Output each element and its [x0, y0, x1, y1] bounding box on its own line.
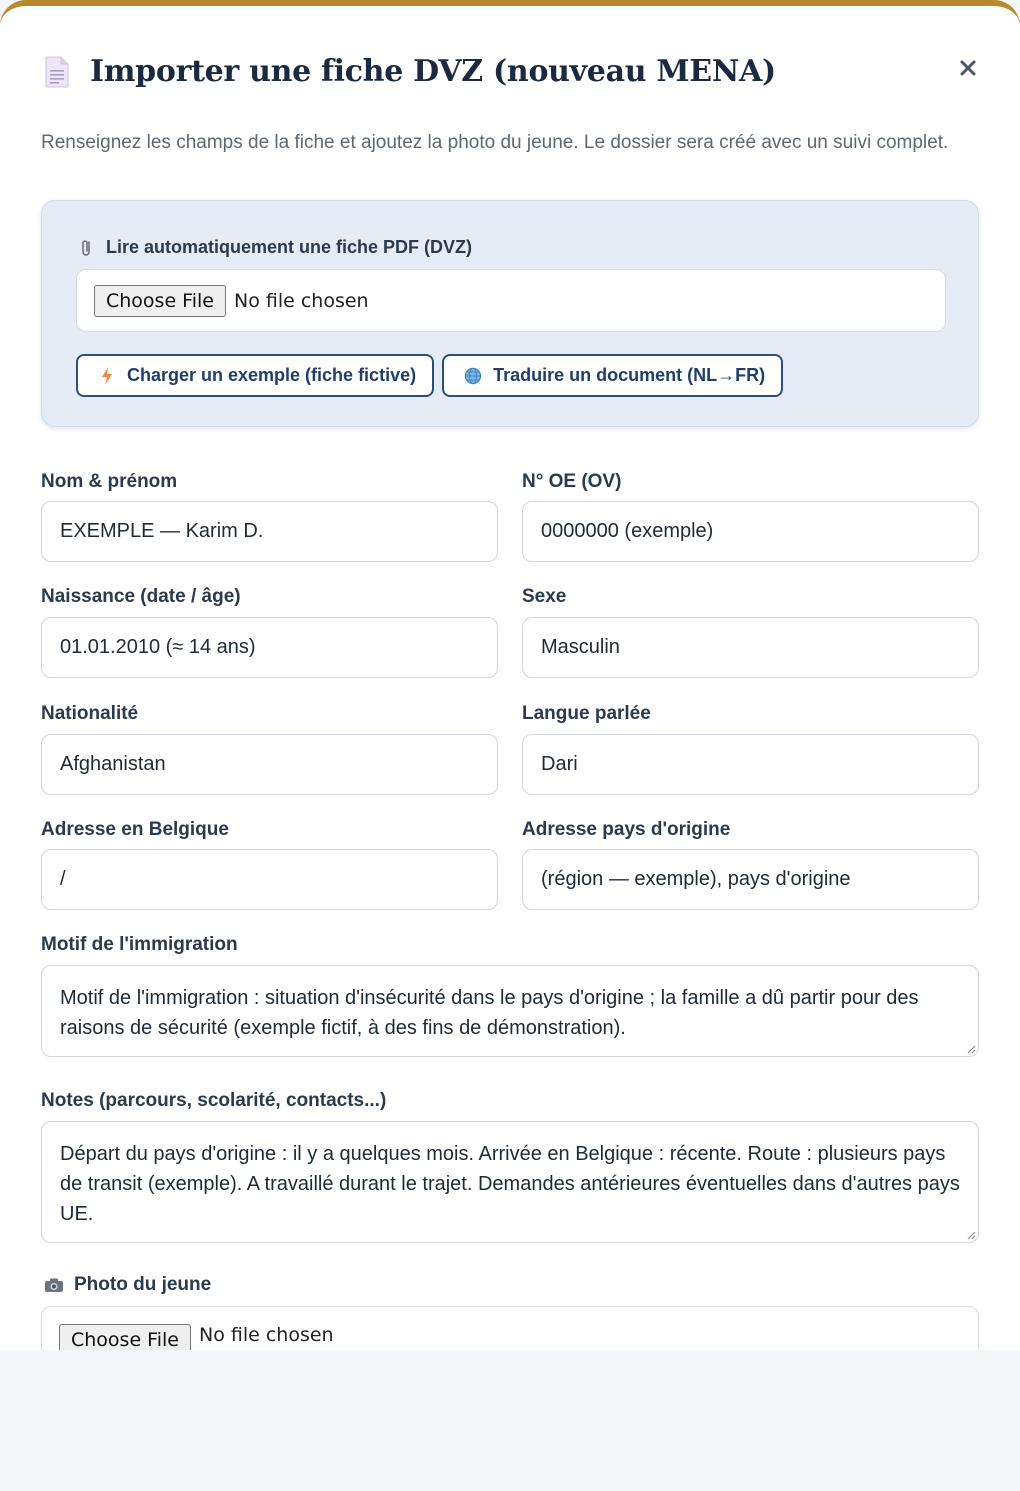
sex-field	[522, 586, 620, 658]
nationality-label: Nationalité	[41, 703, 139, 724]
birth-label: Naissance (date / âge)	[41, 586, 241, 607]
resize-handle-icon[interactable]	[964, 1042, 976, 1054]
sex-label: Sexe	[522, 586, 567, 607]
oe-input[interactable]: 0000000 (exemple)	[522, 501, 979, 562]
notes-field	[41, 1090, 960, 1225]
address-origin-input[interactable]: (région — exemple), pays d'origine	[522, 849, 979, 910]
lightning-icon	[98, 366, 116, 386]
motive-text: Motif de l'immigration : situation d'insécurité dans le pays d'origine ; la famille a dû partir pour des raisons de sécurité (exemple fictif, à des fins de démonstration).	[60, 987, 919, 1039]
notes-label: Notes (parcours, scolarité, contacts...)	[41, 1090, 387, 1111]
nationality-input[interactable]: Afghanistan	[41, 734, 498, 795]
pdf-actions	[76, 354, 783, 397]
address-be-input[interactable]: /	[41, 849, 498, 910]
oe-field	[522, 471, 714, 542]
nationality-field	[41, 703, 166, 775]
load-example-label: Charger un exemple (fiche fictive)	[127, 365, 417, 385]
notes-text: Départ du pays d'origine : il y a quelques mois. Arrivée en Belgique : récente. Route : plusieurs pays de transit (exemple). A travaillé durant le trajet. Demandes antérieures éventuelles dans d'autres pays UE.	[60, 1143, 960, 1225]
translate-document-button[interactable]	[442, 354, 783, 397]
close-button[interactable]	[954, 54, 982, 82]
language-label: Langue parlée	[522, 703, 651, 724]
photo-file-input[interactable]	[41, 1306, 979, 1350]
resize-handle-icon[interactable]	[964, 1228, 976, 1240]
modal-title: Importer une fiche DVZ (nouveau MENA)	[90, 54, 776, 89]
camera-icon	[44, 1277, 64, 1293]
globe-icon	[464, 366, 482, 386]
motive-label: Motif de l'immigration	[41, 934, 238, 955]
address-be-label: Adresse en Belgique	[41, 819, 229, 840]
pdf-import-panel	[41, 200, 979, 427]
motive-textarea[interactable]	[41, 965, 979, 1057]
pdf-choose-file-button[interactable]: Choose File	[94, 285, 226, 317]
photo-file-status: No file chosen	[198, 1324, 334, 1346]
language-input[interactable]: Dari	[522, 734, 979, 795]
paperclip-icon	[80, 238, 94, 258]
pdf-import-label	[80, 237, 472, 258]
pdf-file-status: No file chosen	[233, 289, 369, 312]
name-label: Nom & prénom	[41, 471, 178, 492]
close-icon	[959, 59, 977, 77]
document-icon	[44, 56, 70, 88]
address-origin-label: Adresse pays d'origine	[522, 819, 731, 840]
pdf-import-label-text: Lire automatiquement une fiche PDF (DVZ)	[106, 237, 473, 257]
notes-textarea[interactable]	[41, 1121, 979, 1243]
name-field	[41, 471, 264, 542]
address-origin-field	[522, 819, 851, 890]
pdf-file-input[interactable]	[76, 269, 946, 332]
sex-input[interactable]: Masculin	[522, 617, 979, 678]
language-field	[522, 703, 651, 775]
photo-choose-file-button[interactable]: Choose File	[59, 1324, 191, 1350]
motive-field	[41, 934, 919, 1039]
name-input[interactable]: EXEMPLE — Karim D.	[41, 501, 498, 562]
load-example-button[interactable]	[76, 354, 434, 397]
photo-label-text: Photo du jeune	[74, 1274, 212, 1295]
birth-input[interactable]: 01.01.2010 (≈ 14 ans)	[41, 617, 498, 678]
translate-document-label: Traduire un document (NL→FR)	[493, 365, 766, 385]
modal-header	[44, 54, 776, 89]
modal-subtitle: Renseignez les champs de la fiche et ajoutez la photo du jeune. Le dossier sera créé avec un suivi complet.	[41, 132, 949, 153]
address-be-field	[41, 819, 229, 890]
birth-field	[41, 586, 256, 658]
photo-label	[44, 1274, 211, 1296]
oe-label: N° OE (OV)	[522, 471, 622, 492]
